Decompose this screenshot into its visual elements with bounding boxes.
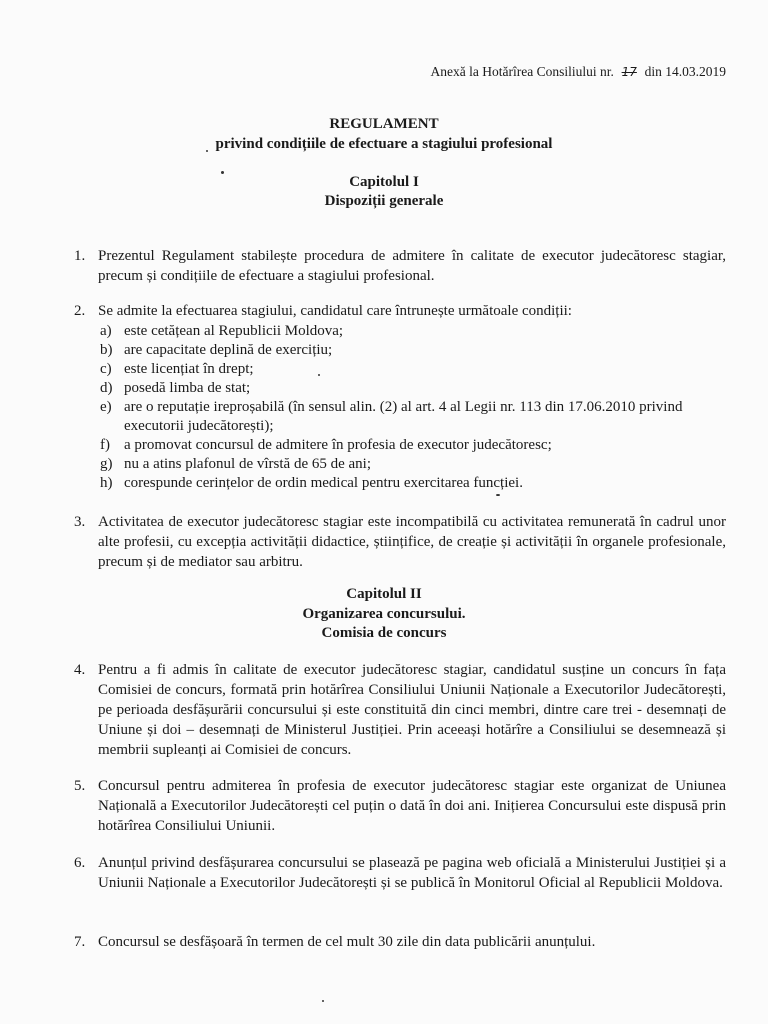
article-number: 5.	[74, 778, 86, 794]
article-3	[74, 512, 726, 572]
document-title: REGULAMENT	[329, 116, 439, 132]
article-number: 1.	[74, 248, 86, 264]
condition-text: a promovat concursul de admitere în profesia de executor judecătoresc;	[124, 437, 552, 453]
article-2	[74, 301, 726, 321]
scan-speck	[206, 150, 208, 152]
condition-letter: e)	[100, 399, 112, 415]
annex-reference	[431, 64, 726, 80]
article-4	[74, 660, 726, 760]
condition-letter: h)	[100, 475, 113, 491]
article-number: 2.	[74, 303, 86, 319]
annex-number: 17	[621, 65, 637, 79]
condition-text: are capacitate deplină de exercițiu;	[124, 342, 333, 358]
article-5	[74, 776, 726, 836]
article-number: 6.	[74, 855, 86, 871]
condition-letter: g)	[100, 456, 113, 472]
article-text: Activitatea de executor judecătoresc stagiar este incompatibilă cu activitatea remunerată în cadrul unor alte profesii, cu excepția activității didactice, științifice, de creație și activității în organele profesionale, precum și de mediator sau arbitru.	[98, 514, 726, 570]
condition-h	[100, 474, 720, 493]
condition-text: are o reputație ireproșabilă (în sensul alin. (2) al art. 4 al Legii nr. 113 din 17.06.2010 privind executorii judecătorești);	[124, 399, 683, 434]
document-subtitle: privind condițiile de efectuare a stagiului profesional	[215, 136, 553, 152]
condition-a	[100, 322, 720, 341]
article-7	[74, 932, 726, 952]
chapter-1-heading: Capitolul I	[349, 174, 419, 190]
article-text: Pentru a fi admis în calitate de executor judecătoresc stagiar, candidatul susține un concurs în fața Comisiei de concurs, formată prin hotărîrea Consiliului Uniunii Naționale a Executorilor Judecătorești, pe perioada desfășurării concursului și este constituită din cinci membri, dintre care trei - desemnați de Uniune și doi – desemnați de Ministerul Justiției. Prin aceeași hotărîre a Consiliului se desemnează și membrii supleanți ai Comisiei de concurs.	[98, 662, 726, 758]
article-text: Anunțul privind desfășurarea concursului se plasează pe pagina web oficială a Ministerului Justiției și a Uniunii Naționale a Executorilor Judecătorești și se publică în Monitorul Oficial al Republicii Moldova.	[98, 855, 726, 891]
article-1	[74, 246, 726, 286]
condition-letter: a)	[100, 323, 112, 339]
chapter-1-subheading: Dispoziții generale	[324, 193, 444, 209]
condition-text: corespunde cerințelor de ordin medical pentru exercitarea funcției.	[124, 475, 523, 491]
article-text: Concursul pentru admiterea în profesia de executor judecătoresc stagiar este organizat de Uniunea Națională a Executorilor Judecătorești cel puțin o dată în doi ani. Inițierea Concursului este dispusă prin hotărîrea Consiliului Uniunii.	[98, 778, 726, 834]
article-number: 7.	[74, 934, 86, 950]
condition-text: nu a atins plafonul de vîrstă de 65 de ani;	[124, 456, 372, 472]
chapter-2-subheading-2: Comisia de concurs	[321, 625, 447, 641]
condition-d	[100, 379, 720, 398]
condition-c	[100, 360, 720, 379]
article-text: Prezentul Regulament stabilește procedura de admitere în calitate de executor judecătoresc stagiar, precum și condițiile de efectuare a stagiului profesional.	[98, 248, 726, 284]
condition-text: este licențiat în drept;	[124, 361, 254, 377]
article-number: 3.	[74, 514, 86, 530]
annex-prefix: Anexă la Hotărîrea Consiliului nr.	[430, 64, 614, 79]
condition-letter: c)	[100, 361, 112, 377]
condition-f	[100, 436, 720, 455]
article-text: Se admite la efectuarea stagiului, candidatul care întrunește următoale condiții:	[98, 303, 572, 319]
condition-letter: f)	[100, 437, 110, 453]
scan-speck	[318, 374, 320, 376]
annex-suffix: din 14.03.2019	[644, 64, 726, 79]
scan-speck	[221, 171, 224, 174]
scan-speck	[322, 1000, 324, 1002]
condition-letter: d)	[100, 380, 113, 396]
chapter-2-subheading-1: Organizarea concursului.	[302, 606, 466, 622]
scan-speck	[496, 494, 500, 496]
condition-text: posedă limba de stat;	[124, 380, 251, 396]
chapter-2-heading: Capitolul II	[346, 586, 422, 602]
condition-letter: b)	[100, 342, 113, 358]
article-6	[74, 853, 726, 893]
condition-g	[100, 455, 720, 474]
condition-e	[100, 398, 720, 436]
article-text: Concursul se desfășoară în termen de cel mult 30 zile din data publicării anunțului.	[98, 934, 596, 950]
condition-text: este cetățean al Republicii Moldova;	[124, 323, 344, 339]
article-number: 4.	[74, 662, 86, 678]
condition-b	[100, 341, 720, 360]
